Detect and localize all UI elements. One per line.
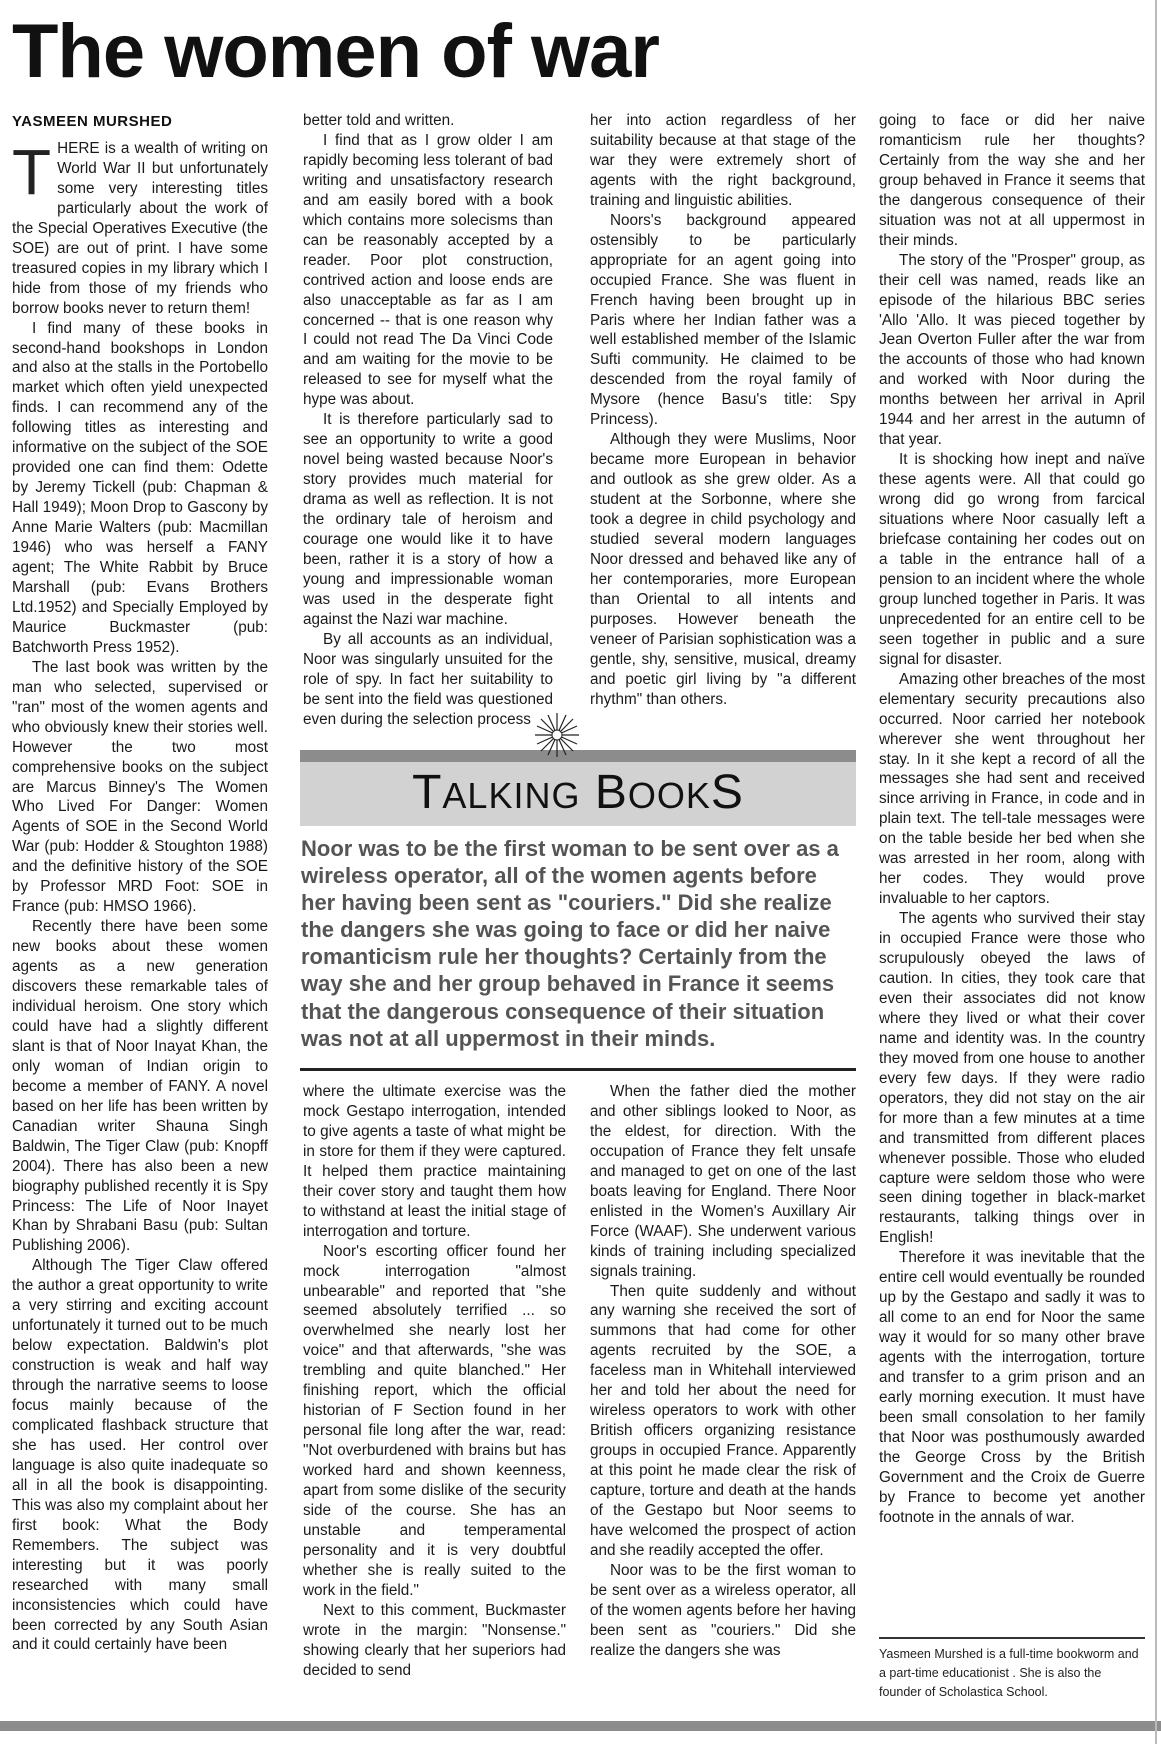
paragraph: Noor was to be the first woman to be sent over as a wireless operator, all of the women agents before her having been sent as "couriers." Did she realize the dangers she was [590,1561,856,1659]
headline: The women of war [12,9,659,94]
paragraph: Although they were Muslims, Noor became more European in behavior and outlook as she grew older. As a student at the Sorbonne, where she took a degree in child psychology and studied several modern languages Noor dressed and behaved like any of her contemporaries, more European than Oriental to all intents and purposes. However beneath the veneer of Parisian sophistication was a gentle, shy, sensitive, musical, dreamy and poetic girl living by "a different rhythm" than others. [590,431,856,708]
paragraph: Next to this comment, Buckmaster wrote in the margin: "Nonsense." showing clearly that her superiors had decided to send [303,1601,566,1679]
paragraph: It is therefore particularly sad to see an opportunity to write a good novel being wasted because Noor's story provides much material for drama as well as reflection. It is not the ordinary tale of heroism and courage one would like it to have been, rather it is a story of how a young and impressionable woman was used in the desperate fight against the Nazi war machine. [303,411,553,628]
column-2-bottom [303,1082,566,1681]
pull-quote: Noor was to be the first woman to be sent over as a wireless operator, all of the women agents before her having been sent as "couriers." Did she realize the dangers she was going to face or did her naive romanticism rule her thoughts? Certainly from the way she and her group behaved in France it seems that the dangerous consequence of their situation was not at all uppermost in their minds. [301,836,839,1051]
drop-cap: T [12,136,52,208]
paragraph: Recently there have been some new books about these women agents as a new generation discovers these remarkable tales of individual heroism. One story which could have had a slightly different slant is that of Noor Inayat Khan, the only woman of Indian origin to become a member of FANY. A novel based on her life has been written by Canadian writer Shauna Singh Baldwin, The Tiger Claw (pub: Knopff 2004). There has also been a new biography published recently it is Spy Princess: The Life of Noor Inayet Khan by Shrabani Basu (pub: Sultan Publishing 2006). [12,918,268,1255]
feature-title: TALKING BOOKS [412,766,744,819]
bottom-rule [0,1721,1161,1731]
paragraph: THERE is a wealth of writing on World War II but unfortunately some very interesting titles particularly about the work of the Special Operatives Executive (the SOE) are out of print. I have some treasured copies in my library which I hide from those of my friends who borrow books never to return them! [12,136,268,317]
paragraph: The story of the "Prosper" group, as their cell was named, reads like an episode of the hilarious BBC series 'Allo 'Allo. It was pieced together by Jean Overton Fuller after the war from the accounts of those who had known and worked with Noor during the months between her arrival in April 1944 and her arrest in the autumn of that year. [879,251,1145,449]
starburst-icon [534,712,580,758]
author-note: Yasmeen Murshed is a full-time bookworm and a part-time educationist . She is also the founder of Scholastica School. [879,1647,1139,1699]
paragraph: By all accounts as an individual, Noor was singularly unsuited for the role of spy. In fact her suitability to be sent into the field was questioned even during the selection process [303,630,553,728]
column-4 [879,111,1145,1528]
byline: YASMEEN MURSHED [12,113,173,130]
paragraph: Therefore it was inevitable that the entire cell would eventually be rounded up by the Gestapo and sadly it was to all come to an end for Noor the same way it would for so many other brave agents with the interrogation, torture and transfer to a grim prison and an early morning execution. It must have been small consolation to her family that Noor was posthumously awarded the George Cross by the British Government and the Croix de Guerre by France to become yet another footnote in the annals of war. [879,1249,1145,1526]
paragraph: When the father died the mother and other siblings looked to Noor, as the eldest, for direction. With the occupation of France they felt unsafe and managed to get on one of the last boats leaving for England. There Noor enlisted in the Women's Auxillary Air Force (WAAF). She underwent various kinds of training including specialized signals training. [590,1083,856,1280]
paragraph: I find many of these books in second-hand bookshops in London and also at the stalls in the Portobello market which often yield unexpected finds. I can recommend any of the following titles as interesting and informative on the subject of the SOE provided one can find them: Odette by Jeremy Tickell (pub: Chapman & Hall 1949); Moon Drop to Gascony by Anne Marie Walters (pub: Macmillan 1946) who was herself a FANY agent; The White Rabbit by Bruce Marshall (pub: Evans Brothers Ltd.1952) and Specially Employed by Maurice Buckmaster (pub: Batchworth Press 1952). [12,319,268,656]
paragraph: The last book was written by the man who selected, supervised or "ran" most of the women agents and who obviously knew their stories well. However the two most comprehensive books on the subject are Marcus Binney's The Women Who Lived For Danger: Women Agents of SOE in the Second World War (pub: Hodder & Stoughton 1988) and the definitive history of the SOE by Professor MRD Foot: SOE in France (pub: HMSO 1966). [12,658,268,916]
paragraph: Noor's escorting officer found her mock interrogation "almost unbearable" and reported that "she seemed absolutely terrified ... so overwhelmed she nearly lost her voice" and that afterwards, "she was trembling and quite blanched." Her finishing report, which the official historian of F Section found in her personal file long after the war, read: "Not overburdened with brains but has worked hard and shown keenness, apart from some dislike of the security side of the course. She has an unstable and temperamental personality and it is very doubtful whether she is really suited to the work in the field." [303,1242,566,1599]
column-2-top [303,111,553,730]
paragraph: Noors's background appeared ostensibly to be particularly appropriate for an agent going into occupied France. She was fluent in French having been brought up in Paris where her Indian father was a well established member of the Islamic Sufti community. He claimed to be descended from the royal family of Mysore (hence Basu's title: Spy Princess). [590,211,856,429]
paragraph: Amazing other breaches of the most elementary security precautions also occurred. Noor carried her notebook wherever she went throughout her stay. In it she kept a record of all the messages she had sent and received since arriving in France, in code and in plain text. The tell-tale messages were on the table beside her bed when she was arrested in her room, along with her codes. They would prove invaluable to her captors. [879,670,1145,908]
column-1 [12,136,268,1655]
paragraph: her into action regardless of her suitability because at that stage of the war they were extremely short of agents with the right background, training and linguistic abilities. [590,112,856,209]
divider [300,1068,856,1071]
paragraph: where the ultimate exercise was the mock Gestapo interrogation, intended to give agents a taste of what might be in store for them if they were captured. It helped them practice maintaining their cover story and taught them how to withstand at least the initial stage of interrogation and torture. [303,1083,566,1240]
paragraph: I find that as I grow older I am rapidly becoming less tolerant of bad writing and unsatisfactory research and am easily bored with a book which contains more solecisms than can be reasonably accepted by a reader. Poor plot construction, contrived action and loose ends are also unacceptable as far as I am concerned -- that is one reason why I could not read The Da Vinci Code and am waiting for the movie to be released to see for myself what the hype was about. [303,131,553,409]
paragraph: going to face or did her naive romanticism rule her thoughts? Certainly from the way she and her group behaved in France it seems that the dangerous consequence of their situation was not at all uppermost in their minds. [879,112,1145,249]
column-3-top [590,111,856,710]
paragraph: It is shocking how inept and naïve these agents were. All that could go wrong did go wrong from farcical situations where Noor casually left a briefcase containing her codes out on a table in the entrance hall of a pension to an incident where the whole group lunched together in Paris. It was unprecedented for an entire cell to be seen together in public and a sure signal for disaster. [879,451,1145,668]
paragraph: Although The Tiger Claw offered the author a great opportunity to write a very stirring and exciting account unfortunately it turned out to be much below expectation. Baldwin's plot construction is weak and half way through the narrative seems to loose focus mainly because of the complicated flashback structure that she has used. Her control over language is also quite inadequate so all in all the book is disappointing. This was also my complaint about her first book: What the Body Remembers. The subject was interesting but it was poorly researched with many small inconsistencies which could have been corrected by any South Asian and it could certainly have been [12,1257,268,1654]
paragraph: Then quite suddenly and without any warning she received the sort of summons that had come for other agents recruited by the SOE, a faceless man in Whitehall interviewed her and told her about the need for wireless operators to work with other British officers organizing resistance groups in occupied France. Apparently at this point he made clear the risk of capture, torture and death at the hands of the Gestapo but Noor seems to have welcomed the prospect of action and she readily accepted the offer. [590,1282,856,1559]
divider [879,1637,1145,1639]
paragraph: better told and written. [303,112,455,129]
paragraph: The agents who survived their stay in occupied France were those who scrupulously obeyed the laws of caution. In cities, they took care that even their associates did not know where they lived or what their cover name and identity was. In the country they moved from one house to another every few days. If they were radio operators, they did not stay on the air for more than a few minutes at a time and transmitted from different places whenever possible. Those who eluded capture were seldom those who were seen dining together in black-market restaurants, talking things over in English! [879,910,1145,1247]
page-edge [1155,0,1157,1744]
column-3-bottom [590,1082,856,1661]
